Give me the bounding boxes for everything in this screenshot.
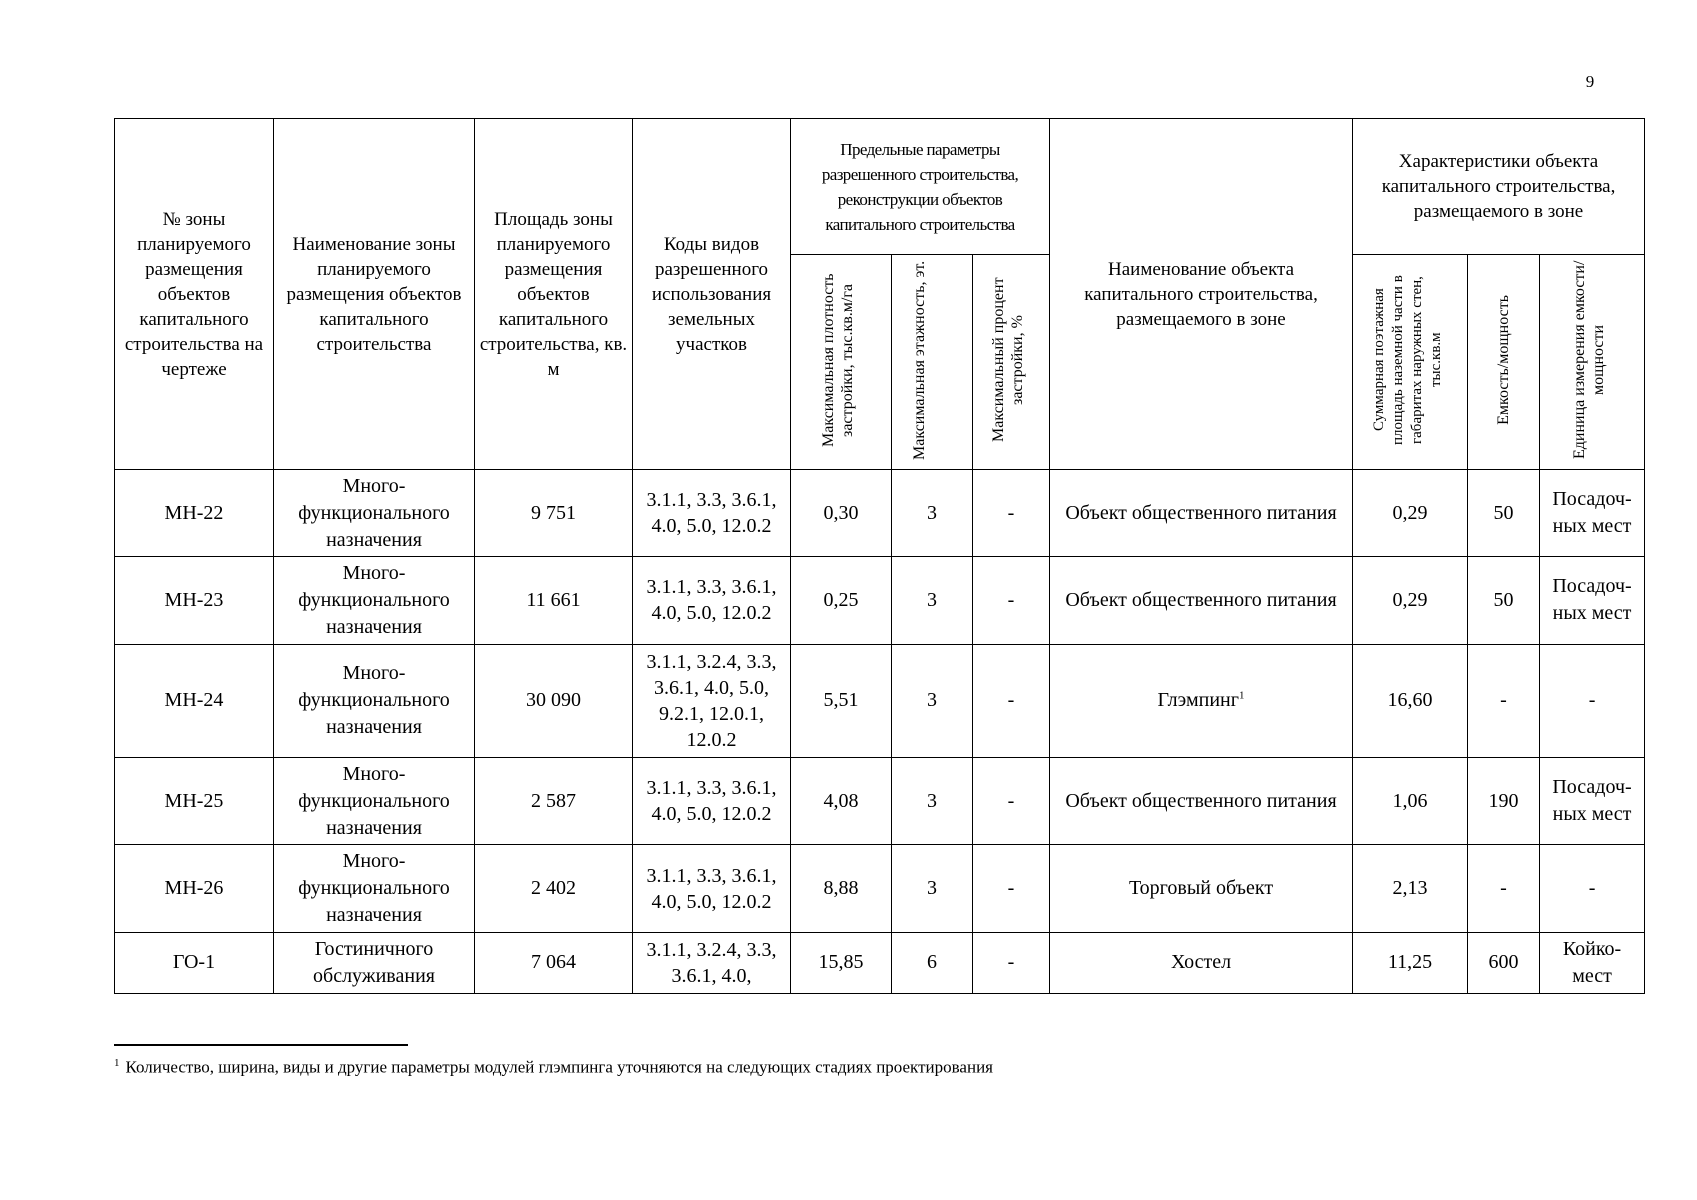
header-capacity: Емкость/мощность [1468,255,1540,470]
header-area: Площадь зоны планируемого размещения объектов капитального строительства, кв. м [475,119,633,470]
object-name: Хостел [1050,932,1353,993]
zone-area: 2 402 [475,845,633,932]
max-percent: - [973,845,1050,932]
capacity: 50 [1468,470,1540,557]
header-use-codes: Коды видов разрешенного использования земельных участков [633,119,791,470]
footnote-text: Количество, ширина, виды и другие параметры модулей глэмпинга уточняются на следующих стадиях проектирования [125,1057,993,1077]
total-area: 0,29 [1353,557,1468,644]
capacity: 600 [1468,932,1540,993]
header-characteristics-group: Характеристики объекта капитального строительства, размещаемого в зоне [1353,119,1645,255]
zone-code: МН-23 [115,557,274,644]
table-row [115,758,1645,845]
use-codes: 3.1.1, 3.2.4, 3.3, 3.6.1, 4.0, 5.0, 9.2.1, 12.0.1, 12.0.2 [633,644,791,757]
header-capacity-unit: Единица измерения емкости/мощности [1540,255,1645,470]
use-codes: 3.1.1, 3.2.4, 3.3, 3.6.1, 4.0, [633,932,791,993]
object-name: Объект общественного питания [1050,758,1353,845]
zone-code: МН-26 [115,845,274,932]
table-row [115,470,1645,557]
capacity: 50 [1468,557,1540,644]
zone-code: МН-25 [115,758,274,845]
max-floors: 3 [892,845,973,932]
header-zone-name: Наименование зоны планируемого размещения объектов капитального строительства [274,119,475,470]
use-codes: 3.1.1, 3.3, 3.6.1, 4.0, 5.0, 12.0.2 [633,845,791,932]
max-percent: - [973,932,1050,993]
header-max-percent: Максимальный процент застройки, % [973,255,1050,470]
header-object-name: Наименование объекта капитального строительства, размещаемого в зоне [1050,119,1353,470]
max-percent: - [973,470,1050,557]
zone-name: Много-функционального назначения [274,845,475,932]
use-codes: 3.1.1, 3.3, 3.6.1, 4.0, 5.0, 12.0.2 [633,758,791,845]
footnote-separator [114,1044,408,1046]
capacity-unit: - [1540,644,1645,757]
table-row [115,932,1645,993]
table-row [115,644,1645,757]
header-zone-no: № зоны планируемого размещения объектов капитального строительства на чертеже [115,119,274,470]
capacity-unit: Посадоч-ных мест [1540,758,1645,845]
max-floors: 6 [892,932,973,993]
total-area: 0,29 [1353,470,1468,557]
max-density: 4,08 [791,758,892,845]
capacity-unit: Посадоч-ных мест [1540,470,1645,557]
max-density: 0,30 [791,470,892,557]
total-area: 16,60 [1353,644,1468,757]
max-density: 5,51 [791,644,892,757]
zone-code: МН-24 [115,644,274,757]
zone-name: Много-функционального назначения [274,644,475,757]
table-row [115,845,1645,932]
header-limits-group: Предельные параметры разрешенного строительства, реконструкции объектов капитального строительства [791,119,1050,255]
max-floors: 3 [892,557,973,644]
zone-area: 30 090 [475,644,633,757]
zone-name: Много-функционального назначения [274,470,475,557]
capacity: 190 [1468,758,1540,845]
zone-name: Много-функционального назначения [274,557,475,644]
max-density: 8,88 [791,845,892,932]
max-percent: - [973,644,1050,757]
max-density: 0,25 [791,557,892,644]
capacity: - [1468,644,1540,757]
object-name: Торговый объект [1050,845,1353,932]
total-area: 2,13 [1353,845,1468,932]
max-density: 15,85 [791,932,892,993]
footnote [114,1057,993,1078]
use-codes: 3.1.1, 3.3, 3.6.1, 4.0, 5.0, 12.0.2 [633,470,791,557]
capacity: - [1468,845,1540,932]
zone-area: 7 064 [475,932,633,993]
max-percent: - [973,557,1050,644]
max-floors: 3 [892,758,973,845]
zone-name: Гостиничного обслуживания [274,932,475,993]
header-total-area: Суммарная поэтажная площадь наземной части в габаритах наружных стен, тыс.кв.м [1353,255,1468,470]
object-name: Объект общественного питания [1050,557,1353,644]
total-area: 11,25 [1353,932,1468,993]
zone-name: Много-функционального назначения [274,758,475,845]
page-number: 9 [1585,72,1595,91]
max-floors: 3 [892,470,973,557]
capacity-unit: Посадоч-ных мест [1540,557,1645,644]
header-max-floors: Максимальная этажность, эт. [892,255,973,470]
zone-area: 11 661 [475,557,633,644]
object-name: Глэмпинг$^1$ [1050,644,1353,757]
table-row [115,557,1645,644]
zone-code: ГО-1 [115,932,274,993]
capacity-unit: - [1540,845,1645,932]
max-floors: 3 [892,644,973,757]
zone-area: 2 587 [475,758,633,845]
max-percent: - [973,758,1050,845]
zone-code: МН-22 [115,470,274,557]
zone-area: 9 751 [475,470,633,557]
header-max-density: Максимальная плотность застройки, тыс.кв.м/га [791,255,892,470]
footnote-reference: 1 [1238,689,1245,702]
total-area: 1,06 [1353,758,1468,845]
capacity-unit: Койко-мест [1540,932,1645,993]
zones-table [114,118,1645,994]
use-codes: 3.1.1, 3.3, 3.6.1, 4.0, 5.0, 12.0.2 [633,557,791,644]
object-name: Объект общественного питания [1050,470,1353,557]
footnote-mark: 1 [114,1057,120,1069]
